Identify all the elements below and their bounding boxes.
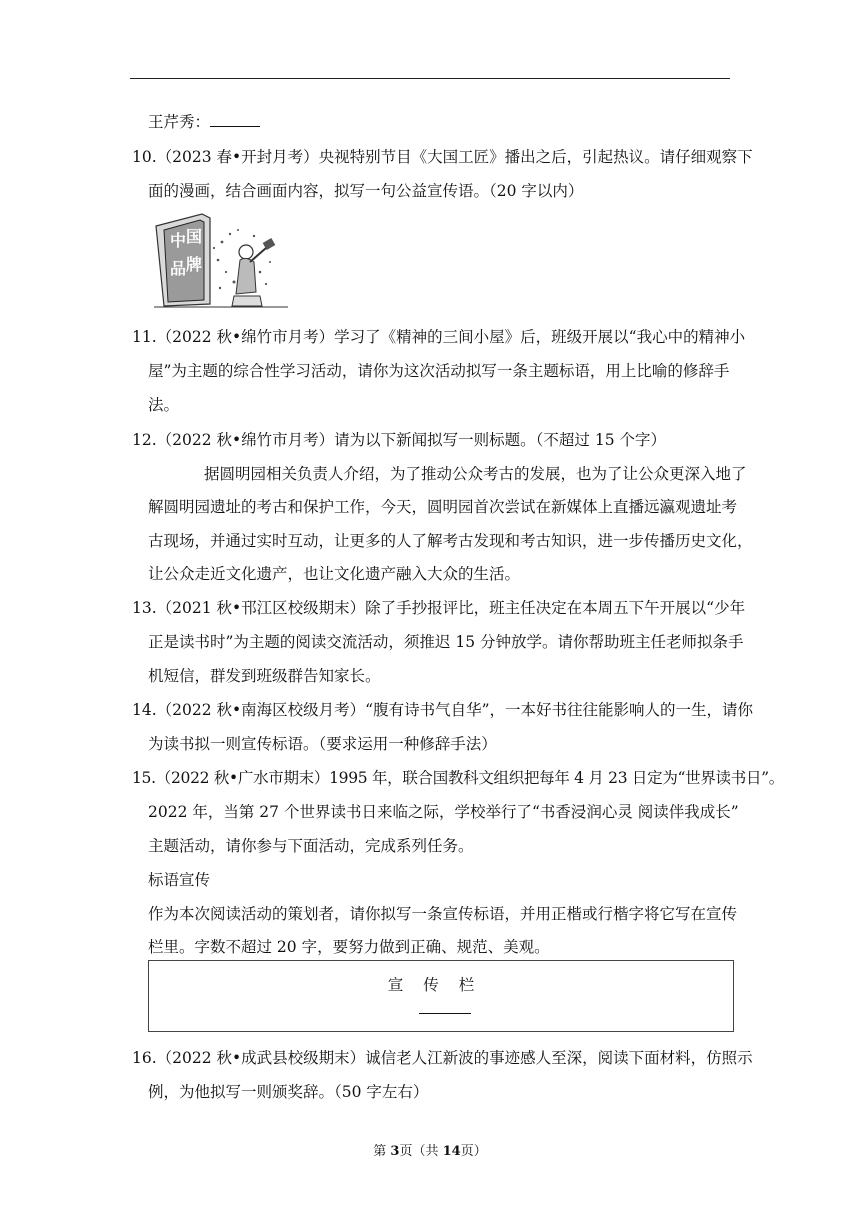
cartoon-image: [150, 212, 290, 310]
q15-line-1: 15.（2022 秋•广水市期末）1995 年，联合国教科文组织把每年 4 月 23 日定为“世界读书日”。: [132, 769, 784, 787]
q15-line-6: 栏里。字数不超过 20 字，要努力做到正确、规范、美观。: [148, 938, 550, 956]
comic-char-4: 牌: [186, 255, 203, 274]
comic-char-3: 品: [170, 259, 187, 278]
answer-blank[interactable]: [210, 112, 260, 127]
q12-line-4: 古现场，并通过实时互动，让更多的人了解考古发现和考古知识，进一步传播历史文化，: [148, 532, 753, 550]
section-heading: 标语宣传: [148, 871, 211, 889]
q14-line-1: 14.（2022 秋•南海区校级月考）“腹有诗书气自华”，一本好书往往能影响人的一生，请你: [132, 701, 754, 719]
q13-line-3: 机短信，群发到班级群告知家长。: [148, 667, 381, 685]
q16-line-1: 16.（2022 秋•成武县校级期末）诚信老人江新波的事迹感人至深，阅读下面材料，仿照示: [132, 1049, 753, 1067]
page-footer: [0, 1140, 860, 1159]
footer-post: 页）: [460, 1144, 487, 1159]
q12-line-3: 解圆明园遗址的考古和保护工作，今天，圆明园首次尝试在新媒体上直播远瀛观遗址考: [148, 498, 738, 516]
blank-label: 王芹秀：: [148, 113, 211, 131]
q13-line-2: 正是读书时”为主题的阅读交流活动，须推迟 15 分钟放学。请你帮助班主任老师拟条手: [148, 633, 744, 651]
q15-line-2: 2022 年，当第 27 个世界读书日来临之际，学校举行了“书香浸润心灵 阅读伴我成长”: [148, 803, 739, 821]
bulletin-title: 宣传栏: [387, 976, 495, 994]
q14-line-2: 为读书拟一则宣传标语。（要求运用一种修辞手法）: [148, 735, 497, 753]
q11-line-2: 屋”为主题的综合性学习活动，请你为这次活动拟写一条主题标语，用上比喻的修辞手: [148, 362, 730, 380]
q12-line-1: 12.（2022 秋•绵竹市月考）请为以下新闻拟写一则标题。（不超过 15 个字）: [132, 431, 666, 449]
header-rule: [130, 78, 730, 79]
comic-char-2: 国: [186, 227, 203, 246]
q11-line-3: 法。: [148, 396, 180, 414]
answer-blank-line: [148, 112, 260, 132]
q12-line-2: 据圆明园相关负责人介绍，为了推动公众考古的发展，也为了让公众更深入地了: [204, 465, 747, 483]
q10-line-2: 面的漫画，结合画面内容，拟写一句公益宣传语。（20 字以内）: [148, 182, 584, 200]
bulletin-answer-line[interactable]: [419, 1013, 471, 1014]
comic-char-1: 中: [170, 231, 187, 250]
q12-line-5: 让公众走近文化遗产，也让文化遗产融入大众的生活。: [148, 565, 521, 583]
q15-line-3: 主题活动，请你参与下面活动，完成系列任务。: [148, 837, 474, 855]
page-total: 14: [442, 1144, 461, 1159]
q10-line-1: 10.（2023 春•开封月考）央视特别节目《大国工匠》播出之后，引起热议。请仔细观察下: [132, 148, 753, 166]
q13-line-1: 13.（2021 秋•邗江区校级期末）除了手抄报评比，班主任决定在本周五下午开展以“少年: [132, 599, 746, 617]
footer-mid: 页（共: [399, 1144, 443, 1159]
q15-line-5: 作为本次阅读活动的策划者，请你拟写一条宣传标语，并用正楷或行楷字将它写在宣传: [148, 905, 738, 923]
page-number: 3: [390, 1144, 400, 1159]
q11-line-1: 11.（2022 秋•绵竹市月考）学习了《精神的三间小屋》后，班级开展以“我心中的精神小: [132, 328, 746, 346]
footer-pre: 第: [373, 1144, 391, 1159]
q16-line-2: 例，为他拟写一则颁奖辞。（50 字左右）: [148, 1083, 429, 1101]
bulletin-box[interactable]: [148, 960, 734, 1032]
